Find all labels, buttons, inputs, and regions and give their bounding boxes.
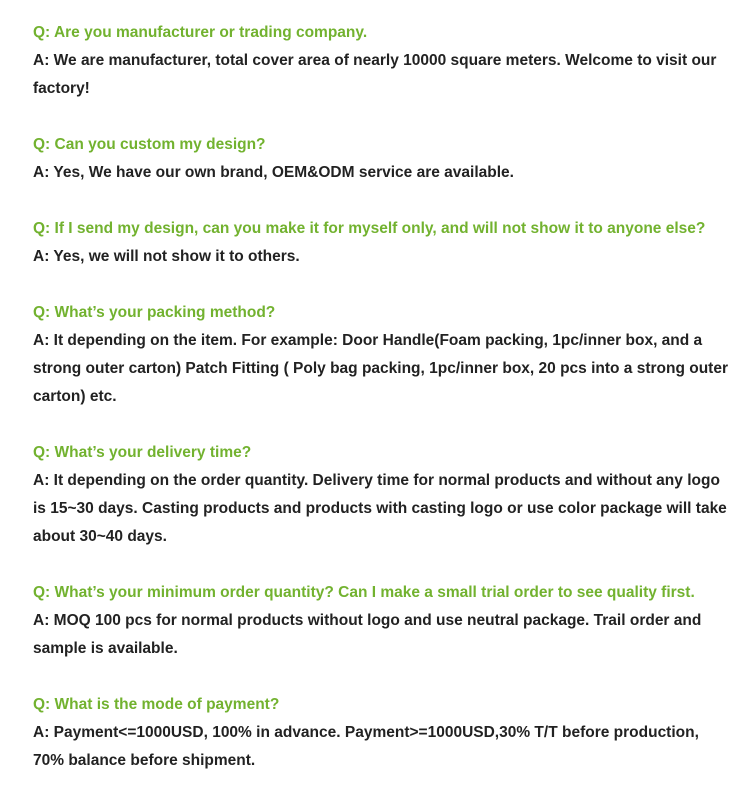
faq-item-delivery-time (33, 439, 750, 551)
faq-answer: A: Yes, We have our own brand, OEM&ODM service are available. (33, 164, 514, 181)
faq-question: Q: What’s your minimum order quantity? Can I make a small trial order to see quality first. (33, 584, 695, 601)
faq-item-payment-mode (33, 691, 750, 775)
faq-answer: A: It depending on the order quantity. Delivery time for normal products and without any logo is 15~30 days. Casting products and products with casting logo or use color package will take about 30~40 days. (33, 472, 727, 545)
faq-item-minimum-order (33, 579, 750, 663)
faq-question: Q: Can you custom my design? (33, 136, 266, 153)
faq-answer: A: MOQ 100 pcs for normal products without logo and use neutral package. Trail order and sample is available. (33, 612, 702, 657)
faq-question: Q: If I send my design, can you make it for myself only, and will not show it to anyone else? (33, 220, 706, 237)
faq-answer: A: Yes, we will not show it to others. (33, 248, 300, 265)
faq-answer: A: We are manufacturer, total cover area of nearly 10000 square meters. Welcome to visit our factory! (33, 52, 717, 97)
faq-item-packing-method (33, 299, 750, 411)
faq-question: Q: What is the mode of payment? (33, 696, 280, 713)
faq-answer: A: It depending on the item. For example: Door Handle(Foam packing, 1pc/inner box, and a strong outer carton) Patch Fitting ( Poly bag packing, 1pc/inner box, 20 pcs into a strong outer carton) etc. (33, 332, 728, 405)
faq-question: Q: What’s your delivery time? (33, 444, 252, 461)
faq-item-design-privacy (33, 215, 750, 271)
faq-question: Q: What’s your packing method? (33, 304, 276, 321)
faq-item-manufacturer (33, 19, 750, 103)
faq-item-custom-design (33, 131, 750, 187)
faq-question: Q: Are you manufacturer or trading company. (33, 24, 368, 41)
faq-answer: A: Payment<=1000USD, 100% in advance. Payment>=1000USD,30% T/T before production, 70% balance before shipment. (33, 724, 699, 769)
